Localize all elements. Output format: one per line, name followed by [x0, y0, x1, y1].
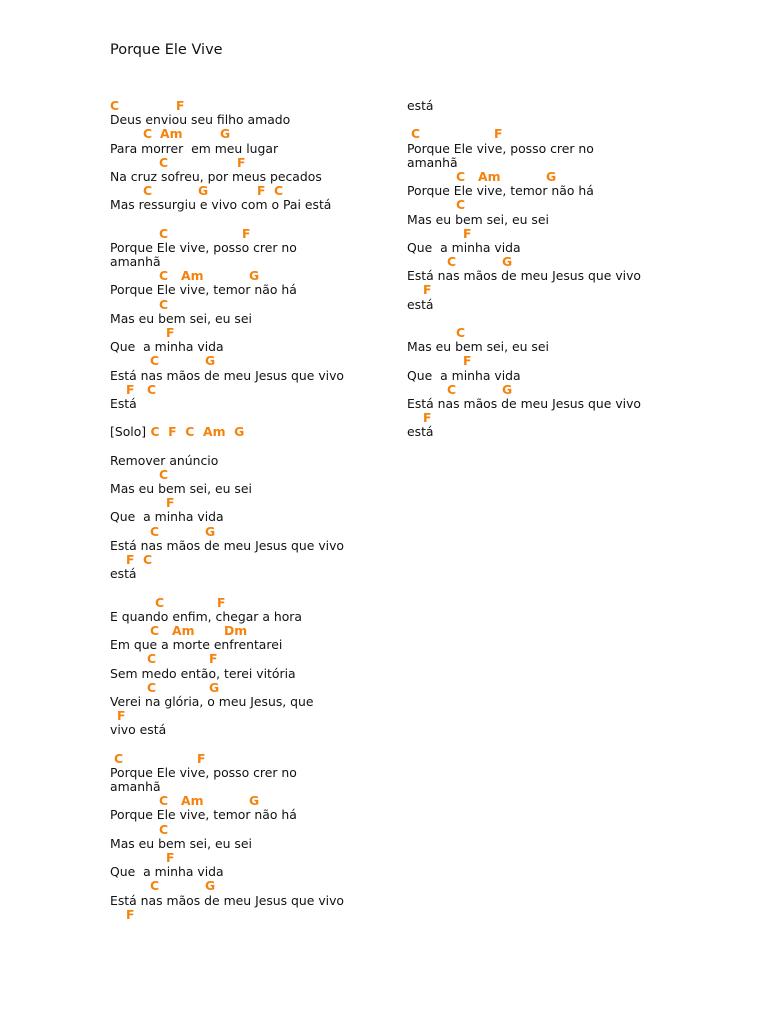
lyric-line: Está	[110, 395, 137, 411]
lyric-line: Que a minha vida	[110, 864, 224, 880]
chord-symbol: F	[494, 126, 503, 142]
chord-line	[110, 851, 400, 865]
chord-symbol: C	[456, 325, 466, 340]
lyric-line: amanhã	[110, 254, 161, 270]
lyric-line: amanhã	[110, 779, 161, 794]
chord-symbol: F	[126, 906, 135, 922]
lyric-line: Está nas mãos de meu Jesus que vivo	[110, 367, 345, 383]
chord-line	[110, 596, 400, 610]
chord-line	[407, 326, 707, 340]
chord-symbol: F	[237, 154, 246, 170]
chord-symbol: Am	[181, 793, 204, 809]
chord-line	[110, 326, 400, 340]
chord-symbol: C	[159, 466, 169, 482]
blank-line	[407, 113, 707, 127]
chord-line	[407, 411, 707, 425]
lyric-line: Está nas mãos de meu Jesus que vivo	[110, 537, 345, 553]
chord-symbol: F	[117, 708, 126, 724]
lyric-line: Que a minha vida	[407, 239, 521, 255]
chord-symbol: G	[220, 126, 231, 142]
solo-label: [Solo]	[110, 424, 147, 440]
chord-symbol: C	[155, 594, 165, 610]
chord-symbol: C	[150, 523, 160, 539]
chord-symbol: C	[150, 622, 160, 638]
chord-line	[110, 652, 400, 666]
chord-symbol: F	[166, 849, 175, 865]
chord-symbol: C	[143, 126, 153, 142]
lyric-line: vivo está	[110, 722, 167, 738]
chord-symbol: G	[546, 168, 557, 184]
chord-line	[110, 794, 400, 808]
lyric-line: Em que a morte enfrentarei	[110, 637, 283, 653]
chord-symbol: G	[198, 183, 209, 199]
lyric-line: Mas ressurgiu e vivo com o Pai está	[110, 197, 332, 213]
chord-symbol: G	[249, 268, 260, 284]
chord-symbol: F	[176, 98, 185, 113]
lyric-line: Porque Ele vive, temor não há	[407, 183, 594, 199]
lyric-line: Está nas mãos de meu Jesus que vivo	[407, 395, 642, 411]
chord-symbol: G	[249, 793, 260, 809]
solo-line	[110, 425, 400, 439]
lyric-line: Sem medo então, terei vitória	[110, 665, 296, 681]
lyric-line: Mas eu bem sei, eu sei	[110, 310, 252, 326]
lyric-line: E quando enfim, chegar a hora	[110, 608, 302, 624]
chord-line	[110, 127, 400, 141]
lyric-line: Mas eu bem sei, eu sei	[110, 835, 252, 851]
lyric-line: está	[110, 566, 137, 582]
lyric-line: Remover anúncio	[110, 452, 219, 468]
lyric-line: Porque Ele vive, posso crer no	[110, 239, 297, 255]
chord-line	[110, 468, 400, 482]
chord-line	[407, 354, 707, 368]
chord-symbol: F	[463, 353, 472, 369]
chord-symbol: C	[159, 296, 169, 312]
lyric-line: Que a minha vida	[110, 509, 224, 525]
chord-symbol: F	[423, 282, 432, 298]
chord-symbol: F	[423, 410, 432, 426]
chord-symbol: C	[147, 651, 157, 667]
chord-symbol: G	[502, 254, 513, 270]
blank-line	[407, 312, 707, 326]
chord-line	[407, 255, 707, 269]
chord-line	[110, 354, 400, 368]
chord-symbol: C	[110, 98, 120, 113]
chord-symbol: G	[502, 381, 513, 397]
chord-symbol: C	[456, 197, 466, 213]
chord-symbol: C	[447, 381, 457, 397]
lyric-line: Na cruz sofreu, por meus pecados	[110, 168, 322, 184]
chord-symbol: F	[217, 594, 226, 610]
lyric-line: Está nas mãos de meu Jesus que vivo	[407, 268, 642, 284]
chord-line	[110, 553, 400, 567]
chord-line	[110, 269, 400, 283]
lyric-line: Verei na glória, o meu Jesus, que	[110, 693, 314, 709]
chord-line	[110, 496, 400, 510]
blank-line	[110, 213, 400, 227]
chord-symbol: C	[150, 353, 160, 369]
chord-symbol: F	[126, 552, 135, 567]
chord-symbol: C	[147, 679, 157, 695]
lyric-line: Mas eu bem sei, eu sei	[110, 481, 252, 497]
lyric-line: está	[407, 296, 434, 312]
chord-symbol: F	[166, 325, 175, 340]
chord-line	[407, 383, 707, 397]
chord-line	[407, 170, 707, 184]
blank-line	[110, 411, 400, 425]
chord-symbol: C	[456, 168, 466, 184]
chord-symbol: C	[147, 381, 157, 397]
chord-line	[110, 227, 400, 241]
chord-line	[110, 525, 400, 539]
chord-symbol: G	[205, 523, 216, 539]
chord-line	[110, 184, 400, 198]
chord-symbol: F	[209, 651, 218, 667]
chord-line	[407, 227, 707, 241]
chord-symbol: C	[159, 793, 169, 809]
page-title: Porque Ele Vive	[110, 42, 223, 58]
lyrics-column-left	[110, 99, 400, 922]
lyric-line: Para morrer em meu lugar	[110, 140, 279, 156]
chord-symbol: F	[166, 495, 175, 511]
chord-line	[110, 99, 400, 113]
chord-line	[407, 127, 707, 141]
lyric-line: Porque Ele vive, temor não há	[110, 807, 297, 823]
chord-symbol: C	[159, 821, 169, 837]
lyric-line: está	[407, 424, 434, 440]
chord-symbol: F	[463, 225, 472, 241]
chord-symbol: C	[143, 552, 153, 567]
lyric-line: Que a minha vida	[407, 367, 521, 383]
lyric-line: Mas eu bem sei, eu sei	[407, 211, 549, 227]
lyrics-column-right	[407, 99, 707, 440]
chord-symbol: Dm	[224, 622, 248, 638]
lyric-line: Deus enviou seu filho amado	[110, 112, 291, 128]
blank-line	[110, 440, 400, 454]
chord-line	[110, 298, 400, 312]
chord-symbol: C	[150, 878, 160, 894]
chord-symbol: G	[209, 679, 220, 695]
chord-line	[110, 908, 400, 922]
chord-line	[110, 823, 400, 837]
chord-line	[110, 709, 400, 723]
chord-symbol: G	[205, 878, 216, 894]
chord-line	[110, 752, 400, 766]
chord-symbol: Am	[160, 126, 183, 142]
lyric-line: Está nas mãos de meu Jesus que vivo	[110, 892, 345, 908]
chord-symbol: C	[159, 225, 169, 241]
chord-symbol: C	[447, 254, 457, 270]
lyric-line: Porque Ele vive, posso crer no	[407, 140, 594, 156]
chord-line	[110, 879, 400, 893]
chord-symbol: C	[411, 126, 421, 142]
chord-symbol: F	[242, 225, 251, 241]
chord-symbol: Am	[181, 268, 204, 284]
lyric-line: está	[407, 98, 434, 113]
chord-symbol: C	[159, 154, 169, 170]
chord-line	[407, 198, 707, 212]
lyric-line: Porque Ele vive, posso crer no	[110, 764, 297, 780]
lyric-line: Que a minha vida	[110, 339, 224, 355]
chord-symbol: C	[114, 750, 124, 766]
chord-symbol: C	[274, 183, 284, 199]
chord-line	[110, 681, 400, 695]
chord-symbol: F	[257, 183, 266, 199]
chord-line	[110, 383, 400, 397]
chord-line	[110, 156, 400, 170]
lyric-line: Mas eu bem sei, eu sei	[407, 339, 549, 355]
chord-symbol: Am	[172, 622, 195, 638]
chord-symbol: G	[205, 353, 216, 369]
lyric-line: Porque Ele vive, temor não há	[110, 282, 297, 298]
chord-symbol: F	[197, 750, 206, 766]
solo-chords: C F C Am G	[146, 424, 245, 440]
lyric-line: amanhã	[407, 154, 458, 170]
blank-line	[110, 581, 400, 595]
chord-line	[407, 283, 707, 297]
chord-symbol: C	[143, 183, 153, 199]
blank-line	[110, 737, 400, 751]
chord-symbol: C	[159, 268, 169, 284]
chord-symbol: F	[126, 381, 135, 397]
chord-line	[110, 624, 400, 638]
chord-symbol: Am	[478, 168, 501, 184]
